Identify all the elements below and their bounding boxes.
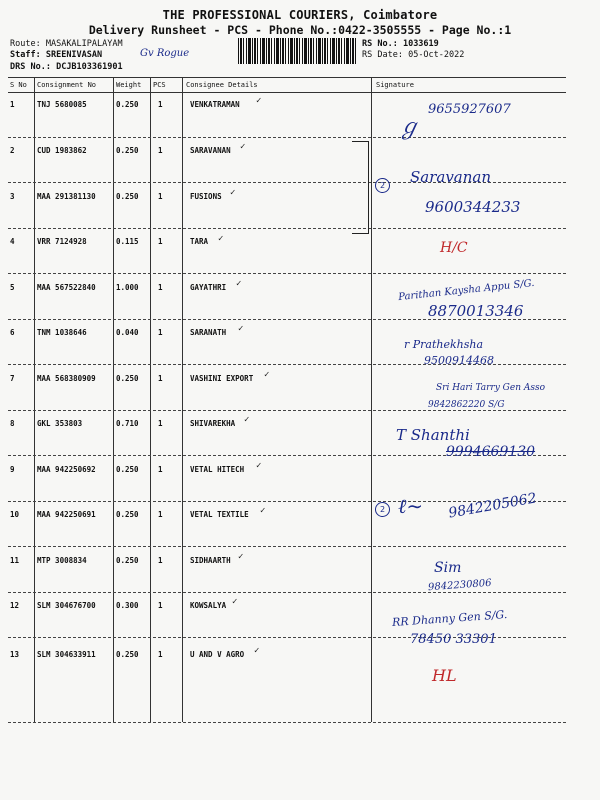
company-title: THE PROFESSIONAL COURIERS, Coimbatore — [162, 8, 438, 22]
handwritten-note: HL — [432, 666, 457, 685]
row-sno: 10 — [10, 510, 20, 519]
row-consignment: GKL 353803 — [37, 419, 83, 428]
row-weight: 0.250 — [116, 100, 139, 109]
staff-line — [10, 50, 102, 60]
check-mark-icon: ✓ — [236, 279, 242, 289]
row-weight: 0.250 — [116, 650, 139, 659]
row-consignee: SIDHAARTH — [190, 556, 231, 565]
row-consignee: GAYATHRI — [190, 283, 227, 292]
group-bracket — [352, 141, 369, 234]
row-consignee: SARAVANAN — [190, 146, 231, 155]
row-consignee: VETAL HITECH — [190, 465, 245, 474]
row-consignment: VRR 7124928 — [37, 237, 87, 246]
row-consignment: MAA 568380909 — [37, 374, 96, 383]
row-weight: 0.250 — [116, 465, 139, 474]
table-row — [0, 650, 600, 666]
row-consignment: SLM 304676700 — [37, 601, 96, 610]
row-weight: 0.250 — [116, 374, 139, 383]
table-row — [0, 510, 600, 526]
staff-signature: Gv Rogue — [140, 48, 190, 59]
row-sno: 4 — [10, 237, 15, 246]
table-row — [0, 419, 600, 435]
signature-scribble-icon: ℓ∼ — [398, 494, 424, 518]
handwritten-phone: 9842862220 S/G — [428, 400, 505, 410]
row-consignment: MAA 942250692 — [37, 465, 96, 474]
row-pcs: 1 — [158, 556, 163, 565]
handwritten-phone: 8870013346 — [428, 302, 524, 320]
check-mark-icon: ✓ — [260, 506, 266, 516]
row-pcs: 1 — [158, 510, 163, 519]
row-separator — [8, 546, 566, 547]
row-consignment: MAA 291381130 — [37, 192, 96, 201]
row-consignment: TNM 1038646 — [37, 328, 87, 337]
drs-line — [10, 62, 123, 72]
col-divider — [34, 77, 35, 722]
row-weight: 0.115 — [116, 237, 139, 246]
check-mark-icon: ✓ — [244, 415, 250, 425]
handwritten-signature: RR Dhanny Gen S/G. — [391, 607, 508, 630]
staff-value: SREENIVASAN — [45, 50, 103, 60]
runsheet-subtitle: Delivery Runsheet - PCS - Phone No.:0422-3505555 - Page No.:1 — [88, 23, 512, 37]
row-sno: 1 — [10, 100, 15, 109]
check-mark-icon: ✓ — [230, 188, 236, 198]
row-sno: 5 — [10, 283, 15, 292]
barcode-image — [238, 38, 356, 64]
row-separator — [8, 722, 566, 723]
route-line — [10, 39, 123, 49]
row-pcs: 1 — [158, 237, 163, 246]
row-consignee: VETAL TEXTILE — [190, 510, 249, 519]
row-pcs: 1 — [158, 465, 163, 474]
row-consignee: TARA — [190, 237, 209, 246]
route-label: Route: — [10, 39, 41, 49]
row-consignee: SARANATH — [190, 328, 227, 337]
signature-scribble-icon: ℊ — [398, 115, 421, 140]
row-sno: 7 — [10, 374, 15, 383]
check-mark-icon: ✓ — [256, 461, 262, 471]
staff-label: Staff: — [10, 50, 41, 60]
col-pcs: PCS — [153, 81, 166, 89]
table-row — [0, 328, 600, 344]
row-pcs: 1 — [158, 419, 163, 428]
table-row — [0, 465, 600, 481]
row-consignment: MTP 3008834 — [37, 556, 87, 565]
row-pcs: 1 — [158, 192, 163, 201]
row-sno: 8 — [10, 419, 15, 428]
handwritten-note: H/C — [440, 240, 468, 256]
table-row — [0, 556, 600, 572]
row-weight: 0.250 — [116, 556, 139, 565]
rs-date-label: RS Date: — [362, 50, 403, 60]
row-weight: 0.250 — [116, 510, 139, 519]
col-consignee: Consignee Details — [186, 81, 258, 89]
handwritten-phone: 9500914468 — [424, 354, 494, 367]
handwritten-signature: T Shanthi — [396, 426, 470, 444]
table-row — [0, 601, 600, 617]
table-row — [0, 146, 600, 162]
handwritten-signature: Sim — [434, 560, 462, 576]
row-sno: 2 — [10, 146, 15, 155]
row-separator — [8, 273, 566, 274]
row-consignee: KOWSALYA — [190, 601, 227, 610]
row-weight: 0.250 — [116, 146, 139, 155]
row-consignment: SLM 304633911 — [37, 650, 96, 659]
rs-no-value: 1033619 — [402, 39, 439, 49]
row-pcs: 1 — [158, 283, 163, 292]
handwritten-phone: 9842205062 — [447, 490, 538, 522]
row-pcs: 1 — [158, 374, 163, 383]
row-pcs: 1 — [158, 146, 163, 155]
drs-label: DRS No.: — [10, 62, 51, 72]
row-consignment: CUD 1983862 — [37, 146, 87, 155]
rs-date-line — [362, 50, 464, 60]
row-sno: 12 — [10, 601, 20, 610]
row-separator — [8, 410, 566, 411]
row-consignee: SHIVAREKHA — [190, 419, 236, 428]
col-weight: Weight — [116, 81, 142, 89]
rs-date-value: 05-Oct-2022 — [408, 50, 465, 60]
col-divider — [113, 77, 114, 722]
handwritten-phone: 9655927607 — [428, 102, 511, 117]
col-consignment: Consignment No — [37, 81, 97, 89]
rs-no-label: RS No.: — [362, 39, 398, 49]
row-consignee: FUSIONS — [190, 192, 222, 201]
row-weight: 0.710 — [116, 419, 139, 428]
handwritten-phone: 78450 33301 — [410, 632, 497, 647]
col-sno: S No — [10, 81, 27, 89]
check-mark-icon: ✓ — [240, 142, 246, 152]
handwritten-signature: r Prathekhsha — [404, 338, 484, 351]
check-mark-icon: ✓ — [256, 96, 262, 106]
row-consignee: VASHINI EXPORT — [190, 374, 254, 383]
check-mark-icon: ✓ — [218, 234, 224, 244]
row-pcs: 1 — [158, 100, 163, 109]
row-separator — [8, 592, 566, 593]
handwritten-signature: Saravanan — [410, 168, 492, 186]
row-weight: 0.040 — [116, 328, 139, 337]
col-divider — [182, 77, 183, 722]
row-pcs: 1 — [158, 328, 163, 337]
row-weight: 0.250 — [116, 192, 139, 201]
rs-no-line — [362, 39, 439, 49]
handwritten-phone: 9600344233 — [425, 198, 521, 216]
header-top-rule — [8, 77, 566, 78]
row-sno: 13 — [10, 650, 20, 659]
route-value: MASAKALIPALAYAM — [45, 39, 123, 49]
col-divider — [150, 77, 151, 722]
row-weight: 1.000 — [116, 283, 139, 292]
col-divider — [371, 77, 372, 722]
check-mark-icon: ✓ — [254, 646, 260, 656]
row-pcs: 1 — [158, 601, 163, 610]
header-bottom-rule — [8, 92, 566, 93]
handwritten-signature: Sri Hari Tarry Gen Asso — [436, 383, 546, 393]
row-consignment: MAA 567522840 — [37, 283, 96, 292]
circled-mark-icon: 2 — [375, 502, 390, 517]
handwritten-phone: 9842230806 — [427, 577, 492, 594]
row-consignee: U AND V AGRO — [190, 650, 245, 659]
row-consignee: VENKATRAMAN — [190, 100, 240, 109]
row-sno: 6 — [10, 328, 15, 337]
check-mark-icon: ✓ — [238, 324, 244, 334]
table-row — [0, 237, 600, 253]
check-mark-icon: ✓ — [238, 552, 244, 562]
row-sno: 11 — [10, 556, 20, 565]
row-sno: 3 — [10, 192, 15, 201]
row-separator — [8, 228, 566, 229]
row-weight: 0.300 — [116, 601, 139, 610]
row-separator — [8, 137, 566, 138]
handwritten-phone: 9994669130 — [446, 444, 536, 460]
check-mark-icon: ✓ — [264, 370, 270, 380]
drs-value: DCJB103361901 — [56, 62, 123, 72]
row-pcs: 1 — [158, 650, 163, 659]
col-signature: Signature — [376, 81, 414, 89]
row-sno: 9 — [10, 465, 15, 474]
handwritten-signature: Parithan Kaysha Appu S/G. — [397, 277, 535, 304]
circled-mark-icon: 2 — [375, 178, 390, 193]
row-consignment: MAA 942250691 — [37, 510, 96, 519]
row-consignment: TNJ 5680085 — [37, 100, 87, 109]
check-mark-icon: ✓ — [232, 597, 238, 607]
